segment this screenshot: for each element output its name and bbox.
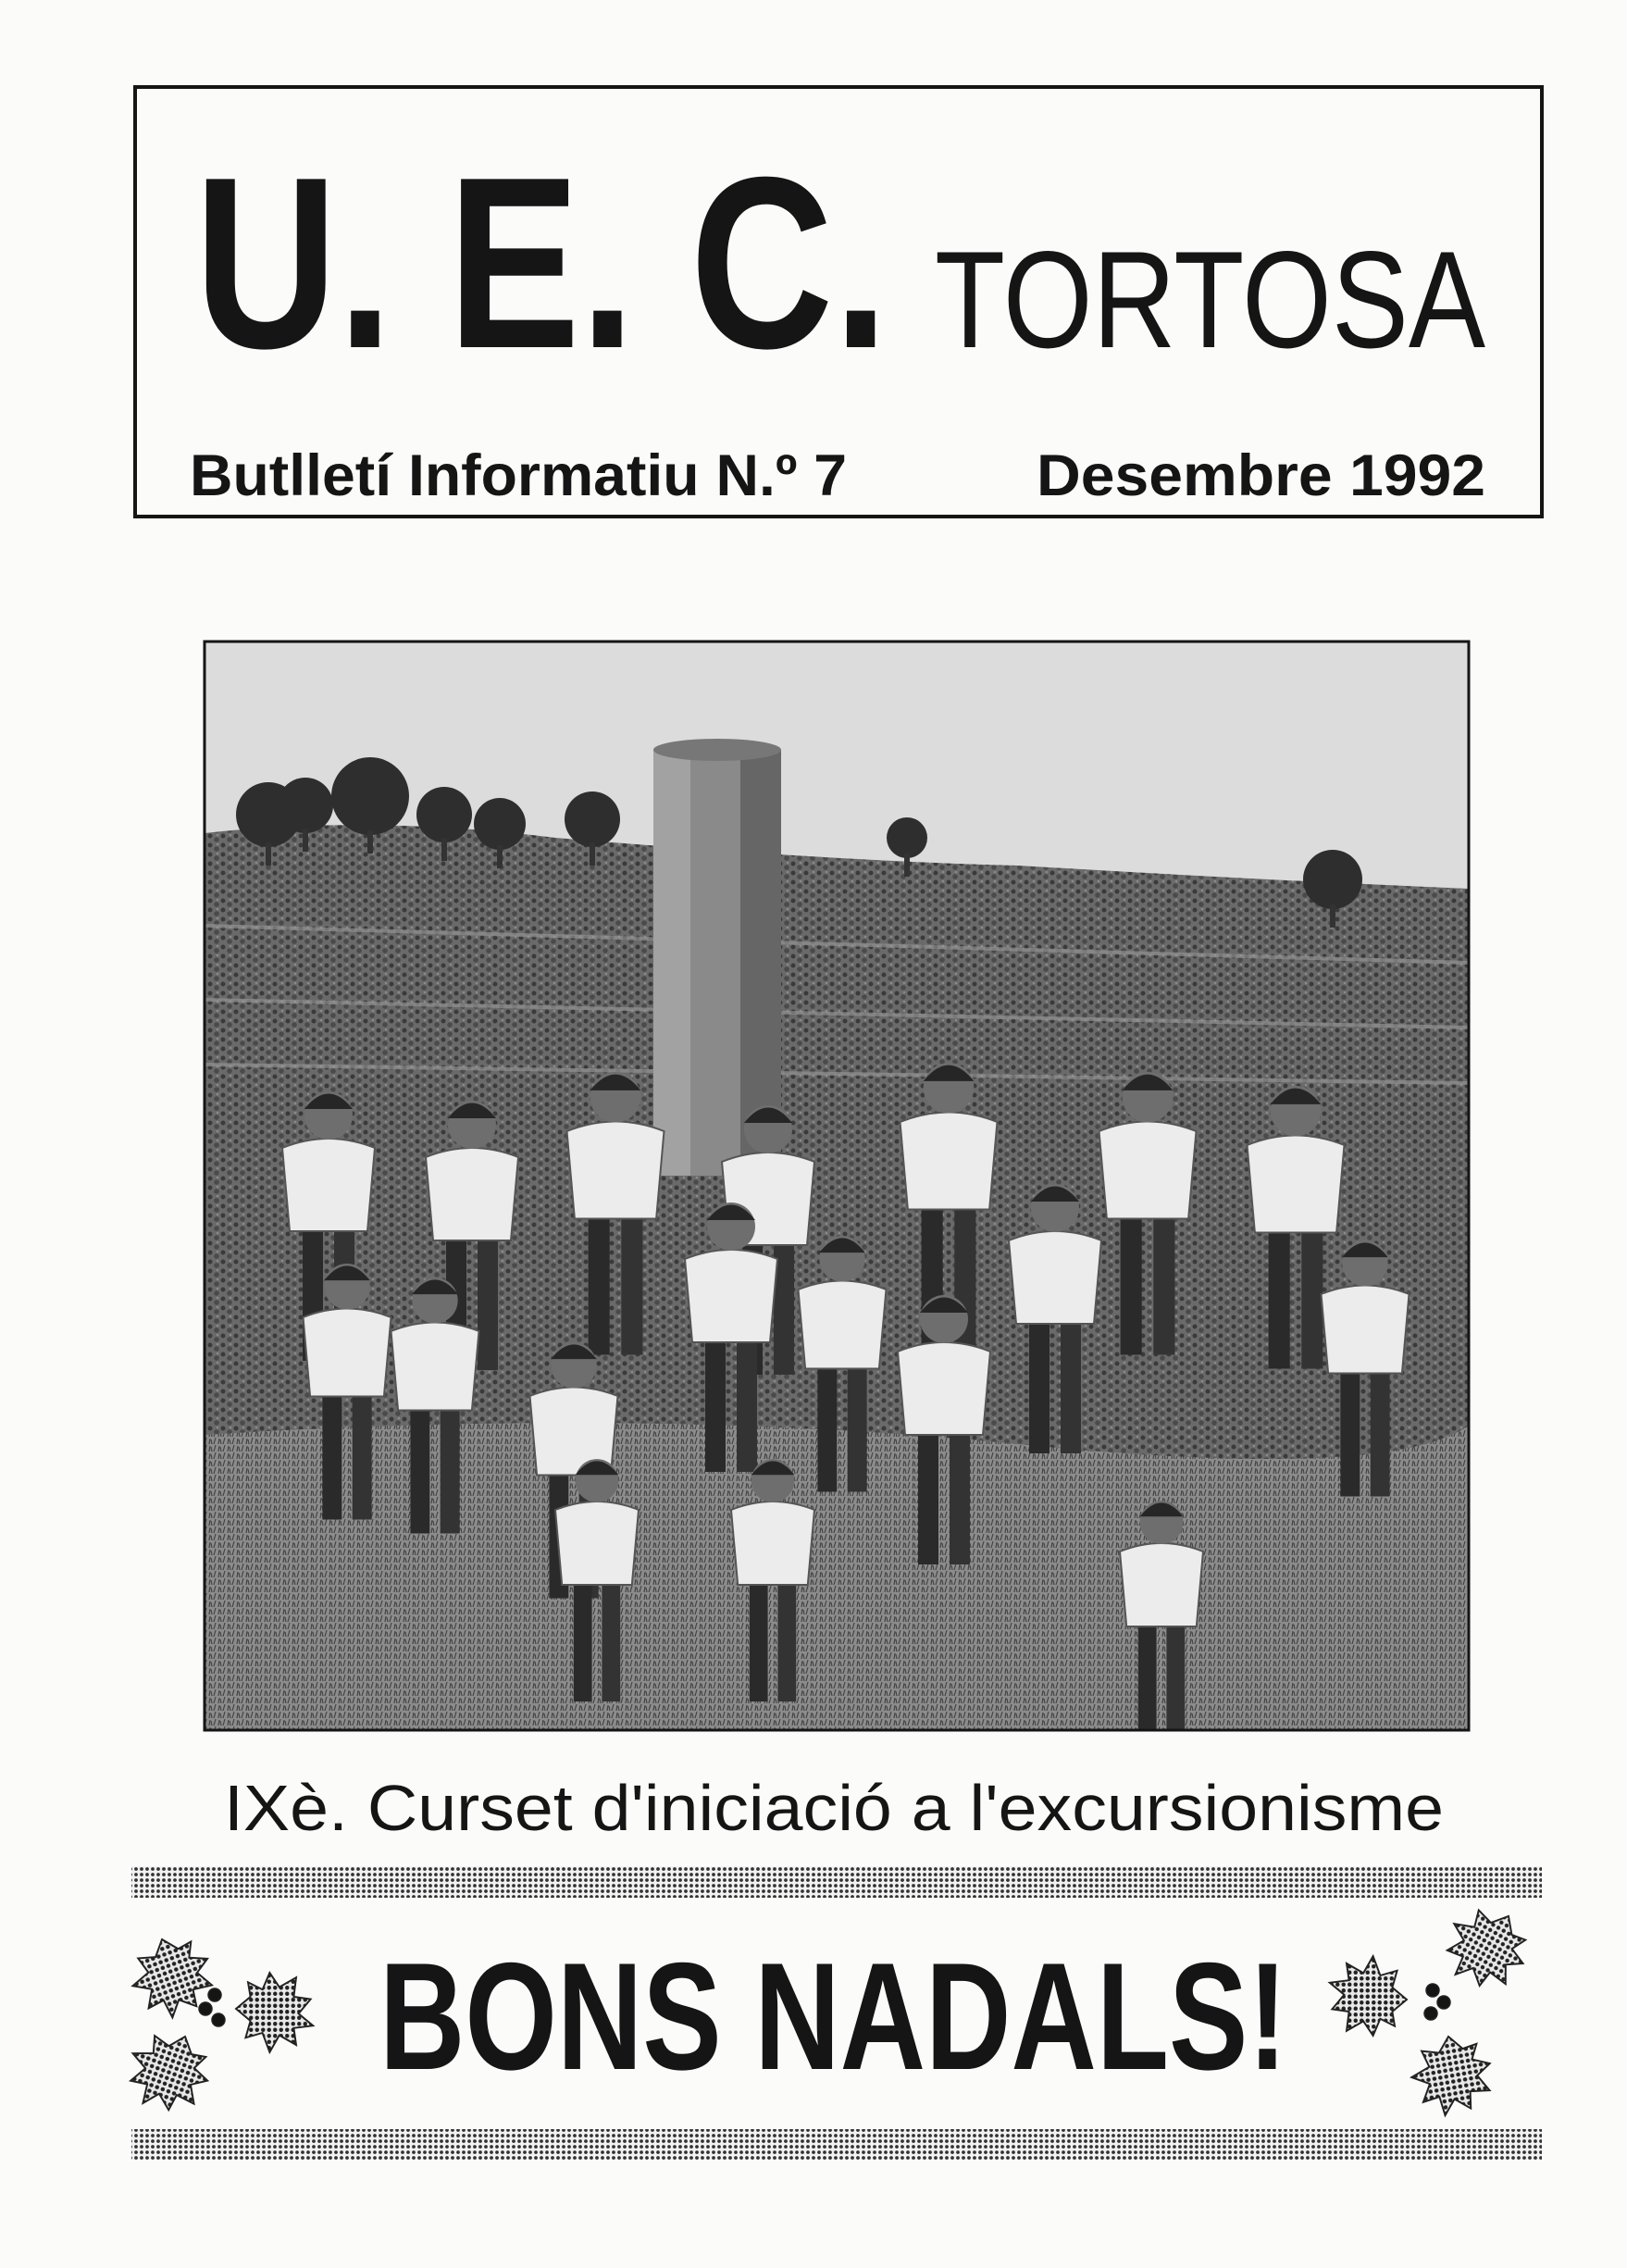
issue-date: Desembre 1992 xyxy=(1037,443,1485,508)
christmas-greeting: BONS NADALS! xyxy=(379,1931,1287,2101)
dotted-band-top xyxy=(131,1866,1542,1898)
issue-number: Butlletí Informatiu N.º 7 xyxy=(190,443,847,508)
holly-right-icon xyxy=(1330,1895,1540,2120)
photo-caption: IXè. Curset d'iniciació a l'excursionisme xyxy=(224,1772,1444,1844)
holly-left-icon xyxy=(118,1927,314,2122)
dotted-band-bottom xyxy=(131,2129,1542,2160)
club-initials: U. E. C. xyxy=(194,126,888,399)
cover-photo xyxy=(205,642,1469,1743)
club-city: TORTOSA xyxy=(935,222,1486,377)
masthead xyxy=(135,87,1542,517)
